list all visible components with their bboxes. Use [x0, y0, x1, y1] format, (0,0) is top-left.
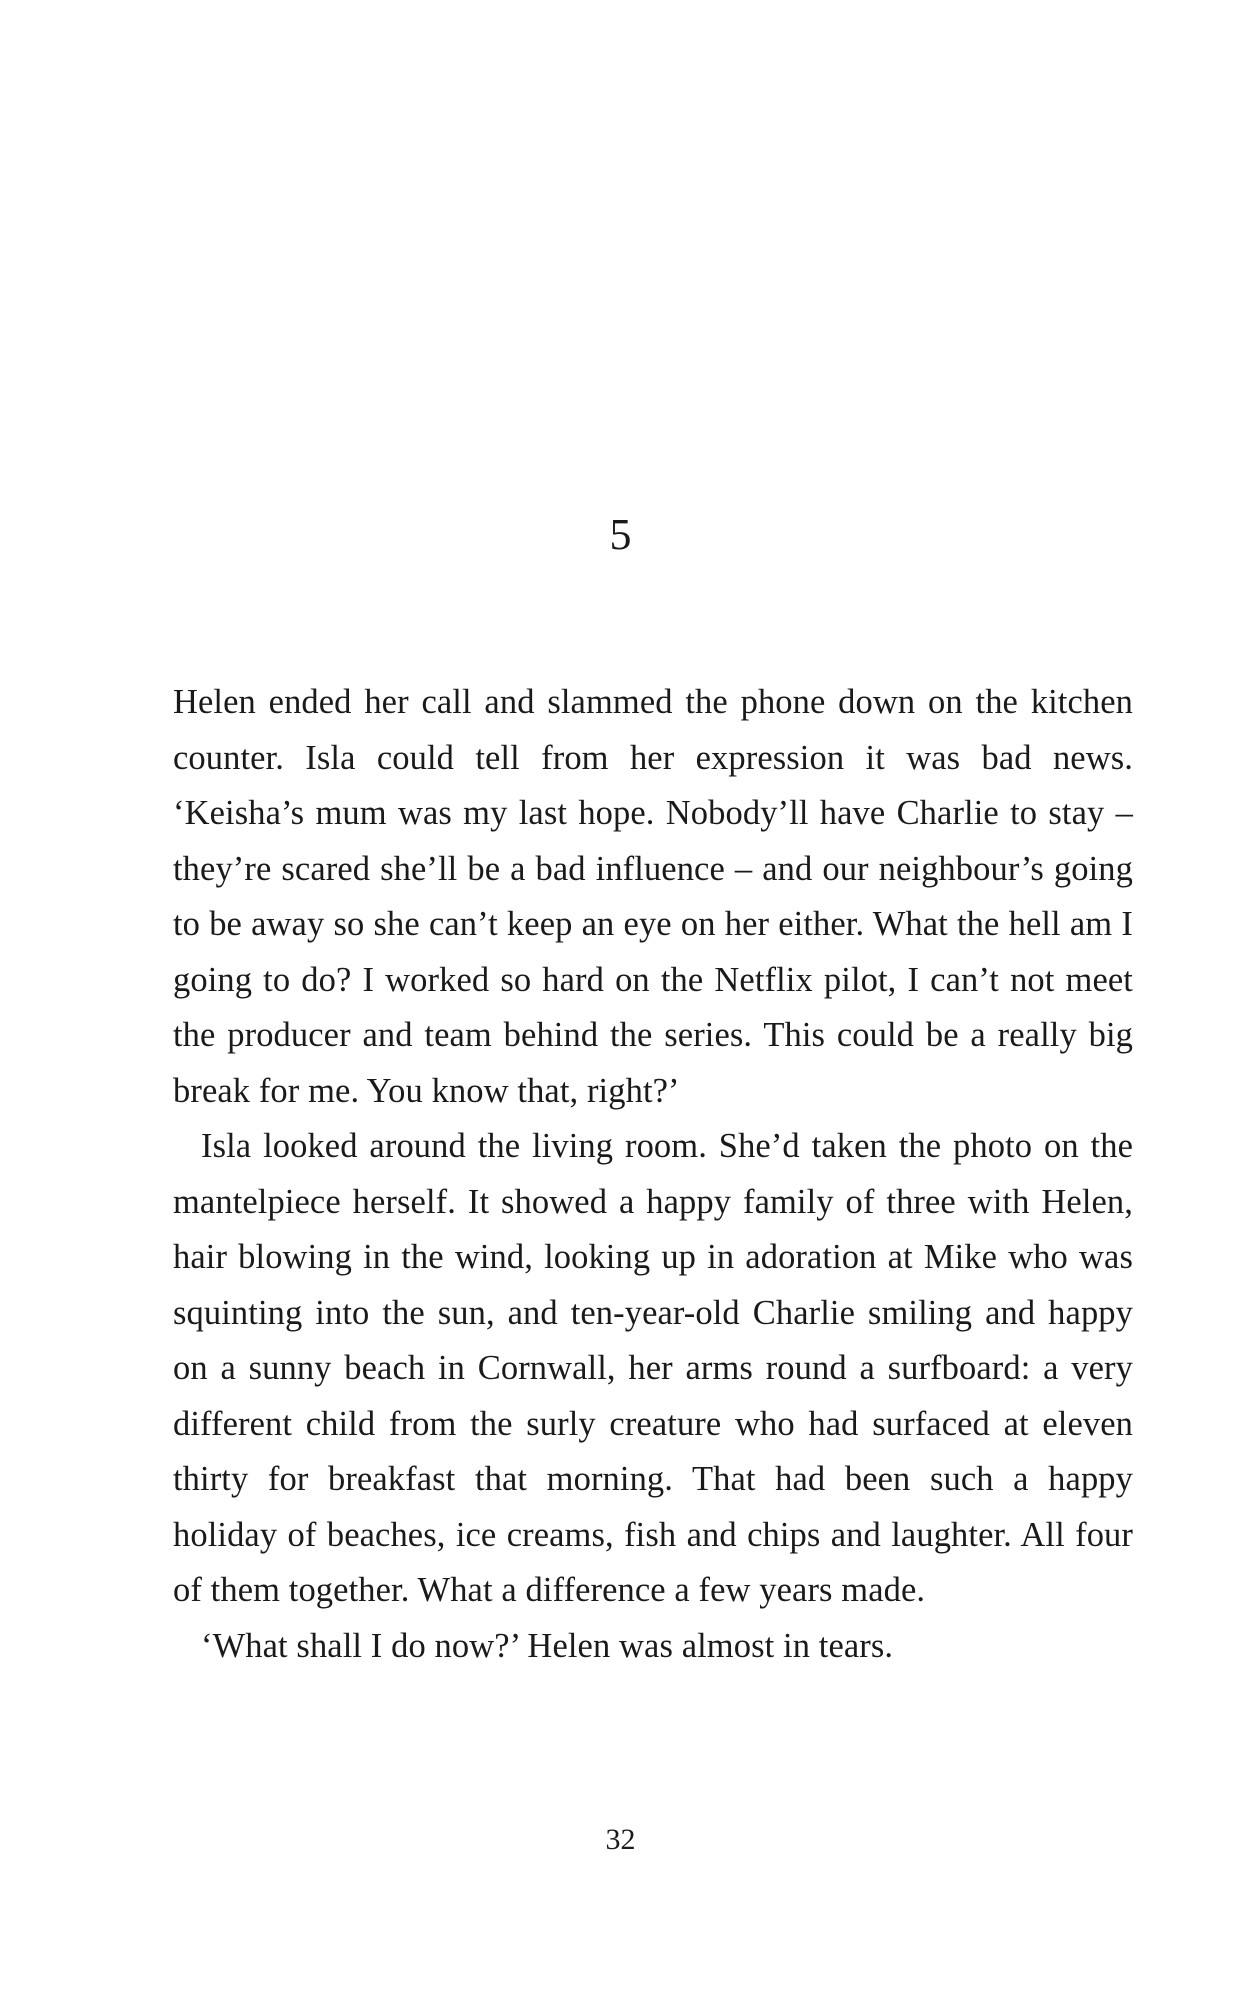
chapter-body — [173, 675, 1133, 1674]
paragraph-2: Isla looked around the living room. She’d taken the photo on the mantelpiece herself. It showed a happy family of three with Helen, hair blowing in the wind, looking up in adoration at Mike who was squinting into the sun, and ten-year-old Charlie smiling and happy on a sunny beach in Cornwall, her arms round a surfboard: a very different child from the surly creature who had surfaced at eleven thirty for breakfast that morning. That had been such a happy holiday of beaches, ice creams, fish and chips and laughter. All four of them together. What a difference a few years made. — [173, 1127, 1133, 1609]
chapter-number: 5 — [609, 510, 632, 559]
page-number: 32 — [605, 1823, 636, 1856]
paragraph-1: Helen ended her call and slammed the phone down on the kitchen counter. Isla could tell from her expression it was bad news. ‘Keisha’s mum was my last hope. Nobody’ll have Charlie to stay – they’re scared she’ll be a bad influence – and our neighbour’s going to be away so she can’t keep an eye on her either. What the hell am I going to do? I worked so hard on the Netflix pilot, I can’t not meet the producer and team behind the series. This could be a really big break for me. You know that, right?’ — [173, 683, 1133, 1110]
paragraph-3: ‘What shall I do now?’ Helen was almost in tears. — [201, 1626, 894, 1665]
